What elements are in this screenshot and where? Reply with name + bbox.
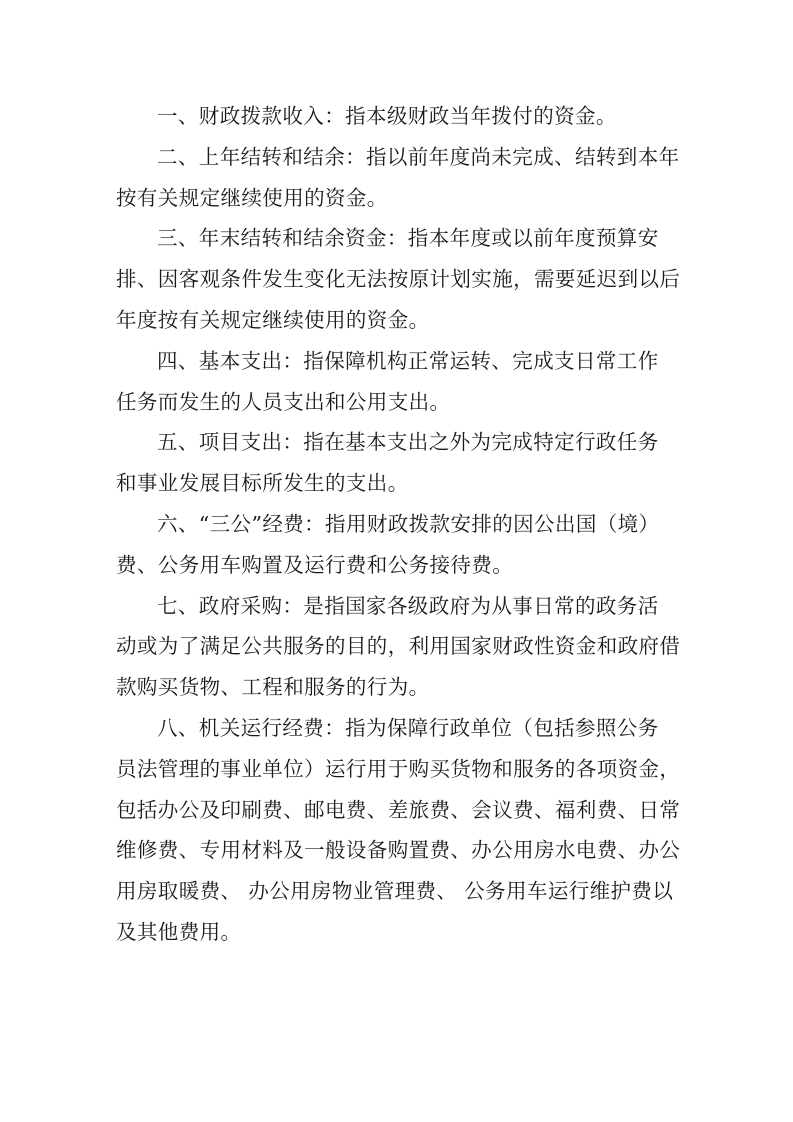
paragraph-line: 及其他费用。 — [116, 919, 242, 944]
paragraph-line: 包括办公及印刷费、邮电费、差旅费、会议费、福利费、日常 — [116, 797, 681, 822]
paragraph-8 — [116, 708, 682, 953]
paragraph-line: 年度按有关规定继续使用的资金。 — [116, 307, 430, 332]
paragraph-line: 六、“三公”经费：指用财政拨款安排的因公出国（境） — [157, 511, 660, 536]
paragraph-line: 三、年末结转和结余资金：指本年度或以前年度预算安 — [157, 226, 659, 251]
paragraph-4 — [116, 341, 682, 423]
paragraph-3 — [116, 218, 682, 340]
paragraph-line: 四、基本支出：指保障机构正常运转、完成支日常工作 — [157, 348, 659, 373]
paragraph-line: 二、上年结转和结余：指以前年度尚未完成、结转到本年 — [157, 144, 680, 169]
paragraph-line: 五、项目支出：指在基本支出之外为完成特定行政任务 — [157, 430, 659, 455]
paragraph-line: 动或为了满足公共服务的目的，利用国家财政性资金和政府借 — [116, 634, 681, 659]
paragraph-line: 任务而发生的人员支出和公用支出。 — [116, 389, 451, 414]
paragraph-line: 款购买货物、工程和服务的行为。 — [116, 675, 430, 700]
paragraph-7 — [116, 586, 682, 708]
paragraph-line: 一、财政拨款收入：指本级财政当年拨付的资金。 — [157, 104, 617, 128]
paragraph-5 — [116, 422, 682, 504]
paragraph-line: 员法管理的事业单位）运行用于购买货物和服务的各项资金， — [116, 756, 681, 781]
paragraph-line: 维修费、专用材料及一般设备购置费、办公用房水电费、办公 — [116, 838, 681, 863]
paragraph-line: 排、因客观条件发生变化无法按原计划实施，需要延迟到以后 — [116, 267, 681, 292]
document-body — [116, 96, 682, 953]
paragraph-line: 费、公务用车购置及运行费和公务接待费。 — [116, 552, 514, 577]
paragraph-line: 八、机关运行经费：指为保障行政单位（包括参照公务 — [157, 715, 659, 740]
paragraph-line: 按有关规定继续使用的资金。 — [116, 185, 388, 210]
paragraph-line: 用房取暖费、 办公用房物业管理费、 公务用车运行维护费以 — [116, 879, 674, 904]
paragraph-line: 和事业发展目标所发生的支出。 — [116, 471, 409, 496]
paragraph-line: 七、政府采购：是指国家各级政府为从事日常的政务活 — [157, 593, 659, 618]
paragraph-6 — [116, 504, 682, 586]
paragraph-2 — [116, 137, 682, 219]
paragraph-1 — [116, 96, 682, 137]
